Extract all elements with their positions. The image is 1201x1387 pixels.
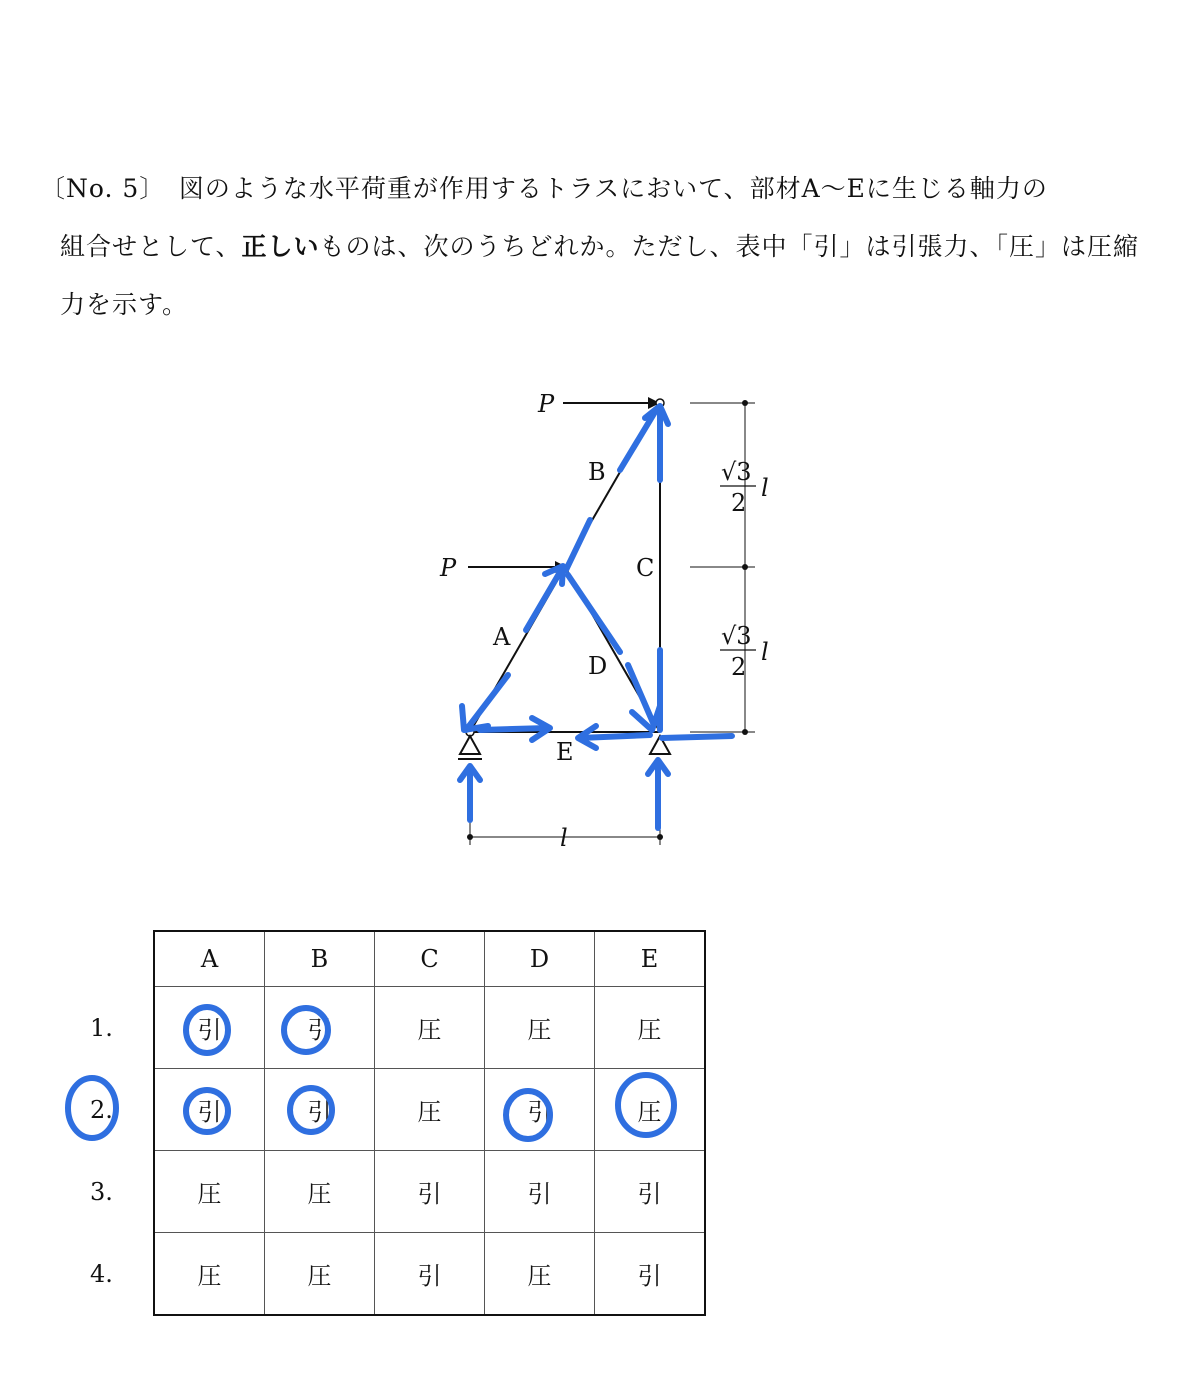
load-label-mid: P — [440, 554, 457, 582]
header-d: D — [485, 931, 595, 987]
table-cell: 引 — [485, 1069, 595, 1151]
table-cell: 圧 — [485, 987, 595, 1069]
emphasis-correct: 正しい — [241, 232, 320, 261]
dim-top-denominator: 2 — [731, 489, 747, 517]
table-row — [154, 987, 705, 1069]
table-cell: 圧 — [595, 987, 706, 1069]
member-d-line — [565, 567, 660, 732]
answer-table — [153, 930, 706, 1316]
option-3-label[interactable]: 3. — [90, 1178, 113, 1206]
table-cell: 引 — [265, 987, 375, 1069]
table-cell: 圧 — [154, 1151, 265, 1233]
table-row — [154, 1233, 705, 1316]
dim-top-variable: l — [761, 474, 769, 502]
member-label-e: E — [556, 738, 574, 766]
option-4-label[interactable]: 4. — [90, 1260, 113, 1288]
table-cell: 圧 — [265, 1151, 375, 1233]
header-c: C — [375, 931, 485, 987]
option-1-label[interactable]: 1. — [90, 1014, 113, 1042]
table-cell: 引 — [595, 1151, 706, 1233]
question-text — [40, 160, 1170, 334]
member-a-line — [470, 567, 565, 732]
table-cell: 引 — [485, 1151, 595, 1233]
table-cell: 引 — [375, 1233, 485, 1316]
table-cell: 引 — [595, 1233, 706, 1316]
load-label-top: P — [538, 390, 555, 418]
member-label-d: D — [588, 652, 608, 680]
option-2-label[interactable]: 2. — [90, 1096, 113, 1124]
pin-support-right — [650, 736, 670, 754]
table-cell: 引 — [265, 1069, 375, 1151]
question-line-2: 組合せとして、正しいものは、次のうちどれか。ただし、表中「引」は引張力、「圧」は圧縮 — [60, 232, 1140, 261]
truss-diagram — [0, 360, 1201, 880]
question-line-3: 力を示す。 — [60, 290, 189, 319]
question-number: 〔No. 5〕 — [40, 174, 153, 203]
member-label-c: C — [636, 554, 655, 582]
header-b: B — [265, 931, 375, 987]
table-cell: 引 — [154, 987, 265, 1069]
dim-bottom-variable: l — [761, 638, 769, 666]
table-cell: 圧 — [485, 1233, 595, 1316]
table-row — [154, 1069, 705, 1151]
table-cell: 圧 — [375, 1069, 485, 1151]
member-label-b: B — [588, 458, 606, 486]
table-row — [154, 1151, 705, 1233]
header-e: E — [595, 931, 706, 987]
table-cell: 圧 — [595, 1069, 706, 1151]
table-header-row — [154, 931, 705, 987]
table-cell: 引 — [154, 1069, 265, 1151]
top-node — [656, 399, 664, 407]
table-cell: 圧 — [375, 987, 485, 1069]
dim-bottom-denominator: 2 — [731, 653, 747, 681]
table-cell: 圧 — [265, 1233, 375, 1316]
member-b-line — [565, 403, 660, 567]
table-cell: 圧 — [154, 1233, 265, 1316]
pin-support-left — [460, 736, 480, 754]
dim-width-label: l — [560, 824, 568, 852]
table-cell: 引 — [375, 1151, 485, 1233]
question-line-1: 〔No. 5〕 図のような水平荷重が作用するトラスにおいて、部材A～Eに生じる軸力の — [40, 174, 1048, 203]
dim-bottom-numerator: √3 — [721, 622, 752, 650]
dim-top-numerator: √3 — [721, 458, 752, 486]
header-a: A — [154, 931, 265, 987]
member-label-a: A — [493, 623, 511, 651]
